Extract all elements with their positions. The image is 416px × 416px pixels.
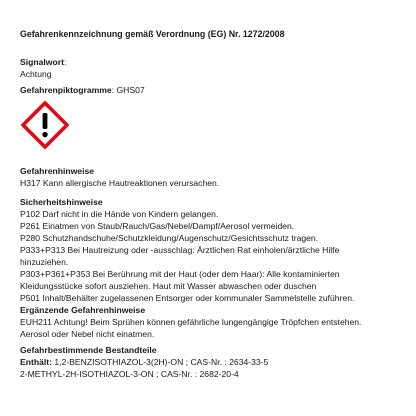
contains-label: Enthält: — [20, 357, 52, 367]
precautionary-line: P102 Darf nicht in die Hände von Kindern gelangen. — [20, 209, 219, 219]
precautionary-line: P280 Schutzhandschuhe/Schutzkleidung/Augenschutz/Gesichtsschutz tragen. — [20, 233, 319, 243]
component-line: 2-METHYL-2H-ISOTHIAZOL-3-ON ; CAS-Nr. : 2682-20-4 — [20, 369, 239, 379]
hazard-statement-line: H317 Kann allergische Hautreaktionen verursachen. — [20, 178, 220, 188]
precautionary-line: hinzuziehen. — [20, 257, 69, 267]
supplementary-hazard-section — [20, 304, 398, 340]
pictogram-code: GHS07 — [114, 85, 145, 95]
precautionary-line: P261 Einatmen von Staub/Rauch/Gas/Nebel/Dampf/Aerosol vermeiden. — [20, 221, 295, 231]
signal-word-colon: : — [63, 57, 67, 67]
precautionary-statements-title: Sicherheitshinweise — [20, 197, 103, 207]
document-title: Gefahrenkennzeichnung gemäß Verordnung (EG) Nr. 1272/2008 — [20, 29, 285, 39]
supplementary-line: EUH211 Achtung! Beim Sprühen können gefährliche lungengängige Tröpfchen entstehen. — [20, 317, 362, 327]
pictogram-label: Gefahrenpiktogramme — [20, 85, 112, 95]
exclamation-dot — [42, 132, 47, 137]
precautionary-line: P501 Inhalt/Behälter zugelassenen Entsorger oder kommunaler Sammelstelle zuführen. — [20, 293, 355, 303]
pictogram-colon: : — [111, 85, 115, 95]
hazardous-components-section — [20, 344, 398, 380]
signal-word-value: Achtung — [20, 69, 52, 79]
exclamation-bar — [43, 113, 48, 129]
precautionary-line: P303+P361+P353 Bei Berührung mit der Haut (oder dem Haar): Alle kontaminierten — [20, 269, 340, 279]
pictogram-section — [20, 84, 398, 96]
exclamation-mark-hazard-icon — [21, 101, 69, 149]
hazard-statements-title: Gefahrenhinweise — [20, 166, 95, 176]
precautionary-line: P333+P313 Bei Hautreizung oder -ausschlag: Ärztlichen Rat einholen/ärztliche Hilfe — [20, 245, 340, 255]
hazard-statements-section — [20, 165, 398, 189]
precautionary-statements-section — [20, 196, 398, 304]
supplementary-hazard-title: Ergänzende Gefahrenhinweise — [20, 305, 146, 315]
supplementary-line: Aerosol oder Nebel nicht einatmen. — [20, 329, 155, 339]
precautionary-line: Kleidungsstücke sofort ausziehen. Haut mit Wasser abwaschen oder duschen — [20, 281, 317, 291]
component-line: 1,2-BENZISOTHIAZOL-3(2H)-ON ; CAS-Nr. : 2634-33-5 — [51, 357, 269, 367]
signal-word-label: Signalwort — [20, 57, 64, 67]
signal-word-section — [20, 56, 398, 80]
hazardous-components-title: Gefahrbestimmende Bestandteile — [20, 345, 157, 355]
